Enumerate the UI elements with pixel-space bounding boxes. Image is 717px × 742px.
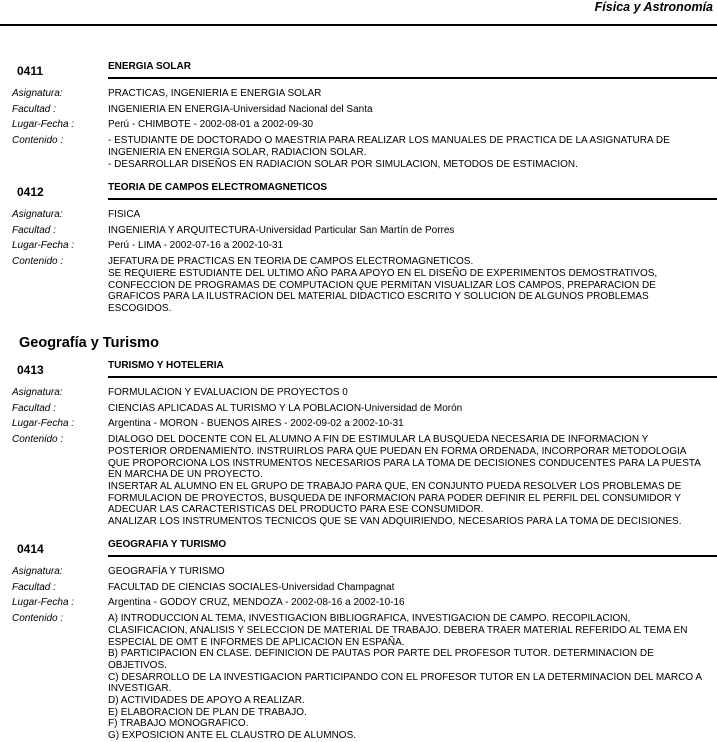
- field-lugar-fecha: Lugar-Fecha : Argentina - MORON - BUENOS AIRES - 2002-09-02 a 2002-10-31: [12, 418, 404, 430]
- entry-title: GEOGRAFIA Y TURISMO: [108, 539, 227, 550]
- entry-title: TEORIA DE CAMPOS ELECTROMAGNETICOS: [108, 182, 328, 193]
- field-contenido: Contenido : - ESTUDIANTE DE DOCTORADO O MAESTRIA PARA REALIZAR LOS MANUALES DE PRACTICA DE LA ASIGNATURA DE INGENIERIA EN ENERGIA SOLAR, RADIACION SOLAR. - DESARROLLAR DISEÑOS EN RADIACION SOLAR POR SIMULACION, METODOS DE ESTIMACION.: [12, 135, 670, 170]
- field-lugar-fecha: Lugar-Fecha : Perú - LIMA - 2002-07-16 a 2002-10-31: [12, 240, 284, 252]
- field-asignatura: Asignatura: PRACTICAS, INGENIERIA E ENERGIA SOLAR: [12, 88, 322, 99]
- field-lugar-fecha: Lugar-Fecha : Argentina - GODOY CRUZ, MENDOZA - 2002-08-16 a 2002-10-16: [12, 597, 405, 609]
- field-facultad: Facultad : FACULTAD DE CIENCIAS SOCIALES-Universidad Champagnat: [12, 581, 395, 593]
- entry-code: 0414: [17, 542, 44, 556]
- entry-rule: [108, 77, 717, 79]
- entry-0411: [0, 61, 717, 170]
- section-title: Geografía y Turismo: [19, 335, 159, 351]
- field-facultad: Facultad : CIENCIAS APLICADAS AL TURISMO Y LA POBLACION-Universidad de Morón: [12, 402, 463, 414]
- entry-code: 0411: [17, 64, 44, 78]
- entry-rule: [108, 376, 717, 378]
- entry-rule: [108, 555, 717, 557]
- field-facultad: Facultad : INGENIERIA Y ARQUITECTURA-Universidad Particular San Martín de Porres: [12, 224, 455, 236]
- field-contenido: Contenido : A) INTRODUCCION AL TEMA, INVESTIGACION BIBLIOGRAFICA, INVESTIGACION DE CAMPO. RECOPILACION, CLASIFICACION, ANALISIS Y SELECCION DE MATERIAL DE TRABAJO. DEBERA TRAER MATERIAL REFERIDO AL TEMA EN ESPECIAL DE OMT E INFORMES DE APLICACION EN ESPAÑA. B) PARTICIPACION EN CLASE. DEFINICION DE PAUTAS POR PARTE DEL PROFESOR TUTOR. DETERMINACION DE OBJETIVOS. C) DESARROLLO DE LA INVESTIGACION PARTICIPANDO CON EL PROFESOR TUTOR EN LA DETERMINACION DEL MARCO A INVESTIGAR. D) ACTIVIDADES DE APOYO A REALIZAR. E) ELABORACION DE PLAN DE TRABAJO. F) TRABAJO MONOGRAFICO. G) EXPOSICION ANTE EL CLAUSTRO DE ALUMNOS.: [12, 613, 702, 742]
- field-asignatura: Asignatura: FORMULACION Y EVALUACION DE PROYECTOS 0: [12, 387, 348, 398]
- field-asignatura: Asignatura: GEOGRAFÍA Y TURISMO: [12, 566, 225, 577]
- page-header-title: Física y Astronomía: [594, 0, 713, 14]
- field-contenido: Contenido : JEFATURA DE PRACTICAS EN TEORIA DE CAMPOS ELECTROMAGNETICOS. SE REQUIERE ESTUDIANTE DEL ULTIMO AÑO PARA APOYO EN EL DISEÑO DE EXPERIMENTOS DEMOSTRATIVOS, CONFECCION DE PROGRAMAS DE COMPUTACION QUE PERMITAN VISUALIZAR LOS CAMPOS, PREPARACION DE GRAFICOS PARA LA ILUSTRACION DEL MATERIAL DIDACTICO ESCRITO Y SOLUCION DE ALGUNOS PROBLEMAS ESCOGIDOS.: [12, 256, 658, 314]
- entry-0414: [0, 539, 717, 742]
- entry-0412: [0, 182, 717, 315]
- field-asignatura: Asignatura: FISICA: [12, 209, 141, 220]
- field-lugar-fecha: Lugar-Fecha : Perú - CHIMBOTE - 2002-08-01 a 2002-09-30: [12, 119, 314, 131]
- entry-code: 0413: [17, 363, 44, 377]
- entry-code: 0412: [17, 185, 44, 199]
- field-contenido: Contenido : DIALOGO DEL DOCENTE CON EL ALUMNO A FIN DE ESTIMULAR LA BUSQUEDA NECESARIA DE INFORMACION Y POSTERIOR ORDENAMIENTO. INSTRUIRLOS PARA QUE PUEDAN EN FORMA ORDENADA, INCORPORAR METODOLOGIA QUE PROPORCIONA LOS INSTRUMENTOS NECESARIOS PARA LA TOMA DE DECISIONES CONDUCENTES PARA LA PUESTA EN MARCHA DE UN PROYECTO. INSERTAR AL ALUMNO EN EL GRUPO DE TRABAJO PARA QUE, EN CONJUNTO PUEDA RESOLVER LOS PROBLEMAS DE FORMULACION DE PROYECTOS, BUSQUEDA DE INFORMACION PARA PODER DEFINIR EL PERFIL DEL CONSUMIDOR Y ADECUAR LAS CARACTERISTICAS DEL PRODUCTO PARA ESE CONSUMIDOR. ANALIZAR LOS INSTRUMENTOS TECNICOS QUE SE VAN ADQUIRIENDO, NECESARIOS PARA LA TOMA DE DECISIONES.: [12, 434, 701, 528]
- entry-0413: [0, 360, 717, 528]
- field-facultad: Facultad : INGENIERIA EN ENERGIA-Universidad Nacional del Santa: [12, 103, 373, 115]
- entry-title: TURISMO Y HOTELERIA: [108, 360, 224, 371]
- page-header: [0, 0, 717, 26]
- entry-rule: [108, 198, 717, 200]
- entry-title: ENERGIA SOLAR: [108, 61, 191, 72]
